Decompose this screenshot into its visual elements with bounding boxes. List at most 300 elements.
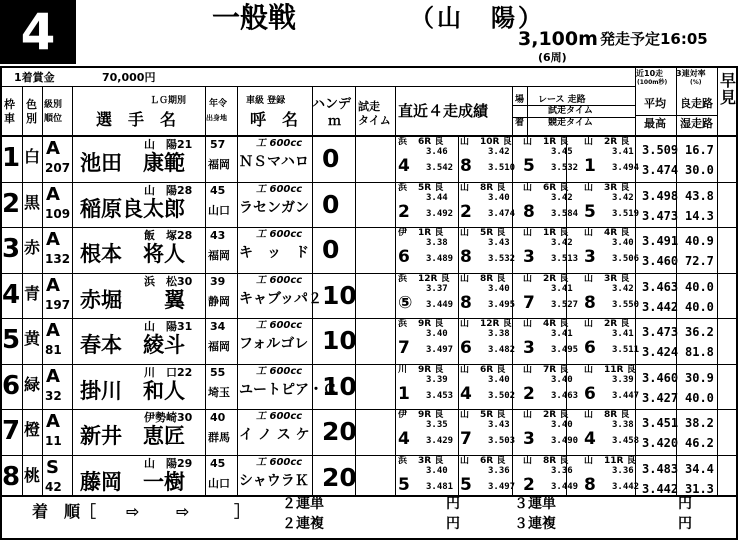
recent-time: 3.447 [612, 391, 640, 401]
wet-track-rate: 40.0 [685, 391, 714, 405]
recent-track: 川 [398, 365, 408, 375]
recent-track: 山 [523, 183, 533, 193]
recent-time: 3.513 [551, 254, 579, 264]
column-divider [205, 86, 206, 495]
col-color: 色 別 [26, 98, 37, 125]
best-time: 3.442 [642, 482, 679, 496]
recent-place: 5 [523, 156, 535, 176]
color-name: 桃 [24, 466, 41, 485]
recent-trial: 3.40 [426, 466, 448, 476]
good-track-header: 良走路 [680, 97, 713, 110]
recent-race: 8R 良 [543, 456, 569, 466]
recent-time: 3.519 [612, 209, 640, 219]
recent-place: 6 [398, 247, 410, 267]
order-arrow-1: ⇨ [126, 502, 140, 521]
recent-time: 3.492 [426, 209, 454, 219]
recent-trial: 3.41 [551, 329, 573, 339]
venue: （山 陽） [410, 4, 545, 32]
class-rank: 197 [45, 298, 71, 312]
good-track-rate: 36.2 [685, 325, 714, 339]
recent-race: 8R 良 [480, 274, 506, 284]
wet-track-rate: 72.7 [685, 254, 714, 268]
recent-trial: 3.40 [551, 420, 573, 430]
legend-trial: 試走タイム [548, 106, 593, 116]
recent-track: 伊 [398, 228, 408, 238]
recent-trial: 3.39 [612, 375, 634, 385]
recent-time: 3.497 [488, 482, 516, 492]
good-track-rate: 16.7 [685, 143, 714, 157]
recent-track: 山 [523, 456, 533, 466]
wet-track-rate: 46.2 [685, 436, 714, 450]
recent-place: 1 [584, 156, 596, 176]
handicap: 0 [322, 235, 340, 264]
recent-place: 4 [398, 156, 410, 176]
handicap: 10 [322, 372, 357, 401]
best-header: 最高 [644, 117, 666, 130]
recent-trial: 3.42 [612, 193, 634, 203]
recent-track: 浜 [398, 274, 408, 284]
class-grade: S [46, 457, 59, 478]
recent-trial: 3.38 [488, 329, 510, 339]
class-rank: 109 [45, 207, 71, 221]
recent-trial: 3.42 [551, 193, 573, 203]
recent-track: 山 [460, 183, 470, 193]
recent-track: 山 [584, 183, 594, 193]
waku-number: 3 [2, 234, 21, 264]
col-hometown: 出身地 [206, 114, 227, 122]
recent-time: 3.463 [551, 391, 579, 401]
recent-track: 山 [584, 228, 594, 238]
recent-time: 3.494 [612, 163, 640, 173]
recent-time: 3.458 [612, 436, 640, 446]
rentai-header: 3連対率 [676, 69, 706, 78]
nirentan-label: ２連単 [282, 496, 324, 512]
good-track-rate: 38.2 [685, 416, 714, 430]
recent-time: 3.482 [488, 345, 516, 355]
recent-race: 2R 良 [543, 410, 569, 420]
recent-race: 3R 良 [418, 456, 444, 466]
class-grade: A [46, 320, 60, 341]
class-grade: A [46, 366, 60, 387]
nirenpuku-label: ２連複 [282, 516, 324, 532]
recent-place: 3 [523, 338, 535, 358]
recent-place: 8 [460, 247, 472, 267]
rentai-sub: (%) [690, 79, 702, 86]
recent-time: 3.532 [488, 254, 516, 264]
recent-track: 浜 [398, 319, 408, 329]
recent-trial: 3.40 [488, 193, 510, 203]
recent-track: 山 [523, 274, 533, 284]
lg-term: 伊勢崎30 [144, 411, 193, 424]
wet-track-rate: 30.0 [685, 163, 714, 177]
recent-place: 2 [523, 384, 535, 404]
best-time: 3.427 [642, 391, 679, 405]
recent-place: 8 [523, 202, 535, 222]
recent-track: 浜 [398, 183, 408, 193]
recent-track: 山 [584, 410, 594, 420]
class-rank: 207 [45, 161, 71, 175]
color-name: 黒 [24, 193, 41, 212]
recent-time: 3.542 [426, 163, 454, 173]
class-grade: A [46, 138, 60, 159]
good-track-rate: 34.4 [685, 462, 714, 476]
class-grade: A [46, 411, 60, 432]
recent-trial: 3.42 [488, 147, 510, 157]
class-rank: 42 [45, 480, 62, 494]
recent-track: 伊 [398, 410, 408, 420]
avg-time: 3.473 [642, 325, 679, 339]
recent-time: 3.532 [551, 163, 579, 173]
handicap: 10 [322, 326, 357, 355]
waku-number: 8 [2, 462, 21, 492]
avg-header: 平均 [644, 97, 666, 110]
class-rank: 132 [45, 252, 71, 266]
race-number: 4 [20, 3, 56, 61]
legend-finish: 着 [515, 118, 525, 128]
recent-track: 山 [523, 137, 533, 147]
rider-callname: キャブッパ２ [239, 291, 323, 307]
avg-time: 3.509 [642, 143, 679, 157]
good-track-rate: 30.9 [685, 371, 714, 385]
prize-label: 1着賞金 [14, 71, 55, 84]
waku-number: 5 [2, 325, 21, 355]
recent-trial: 3.46 [426, 147, 448, 157]
recent-track: 山 [460, 274, 470, 284]
recent-trial: 3.39 [426, 375, 448, 385]
recent-time: 3.527 [551, 300, 579, 310]
rider-name: 藤岡 一樹 [80, 470, 185, 494]
rider-hometown: 山口 [208, 477, 230, 490]
recent-place: 4 [584, 429, 596, 449]
recent-track: 山 [584, 137, 594, 147]
class-grade: A [46, 229, 60, 250]
recent-trial: 3.44 [426, 193, 448, 203]
color-name: 橙 [24, 420, 41, 439]
handicap: 0 [322, 190, 340, 219]
recent-race: 1R 良 [418, 228, 444, 238]
recent-trial: 3.40 [612, 238, 634, 248]
recent-trial: 3.42 [612, 284, 634, 294]
col-waku: 枠 車 [4, 98, 15, 125]
recent-race: 10R 良 [480, 137, 512, 147]
avg-time: 3.483 [642, 462, 679, 476]
recent-race: 3R 良 [604, 183, 630, 193]
recent-trial: 3.37 [426, 284, 448, 294]
recent-place: 8 [460, 156, 472, 176]
recent-time: 3.481 [426, 482, 454, 492]
recent-place: 1 [398, 384, 410, 404]
recent-track: 浜 [398, 456, 408, 466]
recent-race: 6R 良 [480, 456, 506, 466]
rider-age: 39 [210, 275, 226, 288]
recent-place: 2 [398, 202, 410, 222]
rider-age: 34 [210, 320, 226, 333]
col-car: 車級 登録 [246, 96, 286, 106]
column-divider [72, 86, 73, 495]
legend-col-divider [527, 86, 528, 135]
rider-name: 稲原良太郎 [80, 197, 185, 221]
rider-callname: ユートピア・Ｃ [239, 382, 337, 398]
recent-track: 山 [460, 410, 470, 420]
rider-hometown: 山口 [208, 204, 230, 217]
recent-track: 山 [523, 365, 533, 375]
nirentan-yen: 円 [446, 496, 460, 512]
col-handicap: ハンデ [312, 97, 352, 112]
car-class: 工 600cc [256, 411, 303, 422]
laps: (6周) [538, 51, 567, 64]
recent-time: 3.584 [551, 209, 579, 219]
lg-term: 川 口22 [144, 366, 193, 379]
recent-place: 3 [523, 429, 535, 449]
recent-trial: 3.41 [612, 147, 634, 157]
recent-place: 3 [523, 247, 535, 267]
recent-race: 6R 良 [480, 365, 506, 375]
recent-time: 3.474 [488, 209, 516, 219]
handicap: 20 [322, 463, 357, 492]
footer-divider [0, 495, 738, 497]
best-time: 3.460 [642, 254, 679, 268]
recent-trial: 3.38 [612, 420, 634, 430]
recent-trial: 3.43 [488, 420, 510, 430]
sanrentan-label: ３連単 [514, 496, 556, 512]
legend-race-time: 競走タイム [548, 118, 593, 128]
recent-time: 3.453 [426, 391, 454, 401]
color-name: 緑 [24, 375, 41, 394]
rider-callname: ラセンガン [239, 200, 309, 216]
wet-track-rate: 81.8 [685, 345, 714, 359]
nirenpuku-yen: 円 [446, 516, 460, 532]
recent-time: 3.429 [426, 436, 454, 446]
top10-sub: (100m秒) [637, 79, 668, 86]
col-recent4: 直近４走成績 [398, 102, 489, 120]
waku-number: 2 [2, 189, 21, 219]
lg-term: 浜 松30 [144, 275, 193, 288]
avg-time: 3.451 [642, 416, 679, 430]
top10-header: 近10走 [636, 69, 664, 78]
color-name: 黄 [24, 329, 41, 348]
class-grade: A [46, 184, 60, 205]
lg-term: 山 陽31 [144, 320, 193, 333]
recent-place: 7 [460, 429, 472, 449]
recent-track: 山 [523, 319, 533, 329]
recent-place: 3 [584, 247, 596, 267]
recent-trial: 3.40 [551, 375, 573, 385]
car-class: 工 600cc [256, 229, 303, 240]
column-divider [237, 86, 238, 495]
recent-race: 5R 良 [480, 410, 506, 420]
waku-number: 6 [2, 371, 21, 401]
sanrentan-yen: 円 [678, 496, 692, 512]
best-time: 3.424 [642, 345, 679, 359]
good-track-rate: 40.9 [685, 234, 714, 248]
recent-race: 12R 良 [418, 274, 450, 284]
recent-place: 6 [460, 338, 472, 358]
recent-race: 5R 良 [480, 228, 506, 238]
rider-hometown: 福岡 [208, 340, 230, 353]
lg-term: 山 陽28 [144, 184, 193, 197]
best-time: 3.420 [642, 436, 679, 450]
rider-name: 池田 康範 [80, 151, 185, 175]
lg-term: 山 陽21 [144, 138, 193, 151]
rider-age: 55 [210, 366, 226, 379]
legend-track: 場 [515, 95, 525, 105]
wet-track-header: 湿走路 [680, 117, 713, 130]
rider-age: 43 [210, 229, 226, 242]
best-time: 3.473 [642, 209, 679, 223]
car-class: 工 600cc [256, 184, 303, 195]
class-rank: 11 [45, 434, 62, 448]
rider-hometown: 群馬 [208, 431, 230, 444]
prize-amount: 70,000円 [102, 71, 156, 84]
recent-race: 2R 良 [604, 319, 630, 329]
column-divider [512, 86, 513, 495]
handicap: 20 [322, 417, 357, 446]
rider-callname: イ ノ ス ケ [239, 427, 310, 443]
recent-time: 3.495 [488, 300, 516, 310]
recent-trial: 3.36 [488, 466, 510, 476]
recent-place: 6 [584, 338, 596, 358]
recent-place: 8 [584, 293, 596, 313]
recent-trial: 3.35 [426, 420, 448, 430]
recent-time: 3.550 [612, 300, 640, 310]
recent-time: 3.489 [426, 254, 454, 264]
recent-race: 8R 良 [604, 410, 630, 420]
avg-time: 3.491 [642, 234, 679, 248]
handicap: 0 [322, 144, 340, 173]
rider-age: 45 [210, 184, 226, 197]
recent-trial: 3.38 [426, 238, 448, 248]
recent-race: 8R 良 [480, 183, 506, 193]
order-arrow-2: ⇨ [176, 502, 190, 521]
lg-term: 飯 塚28 [144, 229, 193, 242]
recent-track: 山 [584, 456, 594, 466]
race-title: 一般戦 [212, 1, 297, 34]
car-class: 工 600cc [256, 366, 303, 377]
recent-track: 山 [523, 228, 533, 238]
rider-hometown: 福岡 [208, 158, 230, 171]
recent-trial: 3.40 [426, 329, 448, 339]
column-divider [22, 86, 23, 495]
recent-trial: 3.40 [488, 375, 510, 385]
recent-race: 3R 良 [604, 274, 630, 284]
good-track-rate: 40.0 [685, 280, 714, 294]
good-track-rate: 43.8 [685, 189, 714, 203]
wet-track-rate: 14.3 [685, 209, 714, 223]
recent-trial: 3.40 [488, 284, 510, 294]
recent-race: 12R 良 [480, 319, 512, 329]
car-class: 工 600cc [256, 457, 303, 468]
recent-track: 山 [460, 319, 470, 329]
recent-track: 山 [584, 365, 594, 375]
recent-time: 3.510 [488, 163, 516, 173]
recent-track: 山 [460, 365, 470, 375]
recent-time: 3.442 [612, 482, 640, 492]
avg-time: 3.463 [642, 280, 679, 294]
column-divider [717, 66, 718, 495]
recent-place: 8 [584, 475, 596, 495]
recent-time: 3.506 [612, 254, 640, 264]
recent-track: 山 [584, 319, 594, 329]
recent-track: 山 [460, 228, 470, 238]
rider-name: 根本 将人 [80, 242, 185, 266]
recent-place: 6 [584, 384, 596, 404]
best-time: 3.474 [642, 163, 679, 177]
recent-time: 3.497 [426, 345, 454, 355]
recent-time: 3.449 [551, 482, 579, 492]
recent-race: 5R 良 [418, 183, 444, 193]
recent-place: 4 [398, 429, 410, 449]
rider-callname: フォルゴレ [239, 336, 309, 352]
avg-time: 3.498 [642, 189, 679, 203]
recent-place: 5 [584, 202, 596, 222]
recent-race: 11R 良 [604, 365, 636, 375]
recent-race: 11R 良 [604, 456, 636, 466]
legend-race: レース 走路 [538, 95, 586, 105]
recent-trial: 3.42 [551, 238, 573, 248]
sanrenpuku-label: ３連複 [514, 516, 556, 532]
rider-hometown: 静岡 [208, 295, 230, 308]
recent-trial: 3.41 [551, 284, 573, 294]
color-name: 白 [24, 147, 41, 166]
prize-row-divider [0, 86, 635, 87]
class-rank: 32 [45, 389, 62, 403]
rider-callname: シャウラＫ [239, 473, 309, 489]
recent-place: 2 [523, 475, 535, 495]
recent-trial: 3.45 [551, 147, 573, 157]
recent-race: 1R 良 [543, 137, 569, 147]
color-name: 赤 [24, 238, 41, 257]
col-lg: ＬＧ期別 [150, 96, 187, 106]
recent-time: 3.449 [426, 300, 454, 310]
recent-place: 8 [460, 293, 472, 313]
waku-number: 7 [2, 416, 21, 446]
col-handicap-unit: ｍ [328, 114, 342, 129]
class-grade: A [46, 275, 60, 296]
rider-name: 春本 綾斗 [80, 333, 185, 357]
recent-place: 7 [523, 293, 535, 313]
rider-age: 45 [210, 457, 226, 470]
best-time: 3.442 [642, 300, 679, 314]
column-divider [42, 86, 43, 495]
rider-callname: ＮＳマハロ [239, 154, 309, 170]
hayami-label: 早見 [720, 71, 737, 107]
order-close: ］ [234, 502, 251, 521]
recent-track: 山 [584, 274, 594, 284]
lg-term: 山 陽29 [144, 457, 193, 470]
distance: 3,100m [518, 28, 598, 50]
recent-place: 5 [460, 475, 472, 495]
rider-age: 57 [210, 138, 226, 151]
recent-race: 9R 良 [418, 319, 444, 329]
wet-track-rate: 40.0 [685, 300, 714, 314]
col-class: 級別 順位 [44, 100, 63, 124]
recent-race: 2R 良 [604, 137, 630, 147]
recent-race: 1R 良 [543, 228, 569, 238]
order-label: 着 順［ [32, 502, 97, 521]
recent-time: 3.503 [488, 436, 516, 446]
recent-place: 2 [460, 202, 472, 222]
rider-age: 40 [210, 411, 226, 424]
rider-hometown: 埼玉 [208, 386, 230, 399]
recent-trial: 3.41 [612, 329, 634, 339]
recent-time: 3.495 [551, 345, 579, 355]
recent-race: 6R 良 [418, 137, 444, 147]
column-divider [635, 66, 636, 495]
class-rank: 81 [45, 343, 62, 357]
recent-race: 4R 良 [543, 319, 569, 329]
rider-name: 赤堀 翼 [80, 288, 185, 312]
recent-track: 浜 [398, 137, 408, 147]
